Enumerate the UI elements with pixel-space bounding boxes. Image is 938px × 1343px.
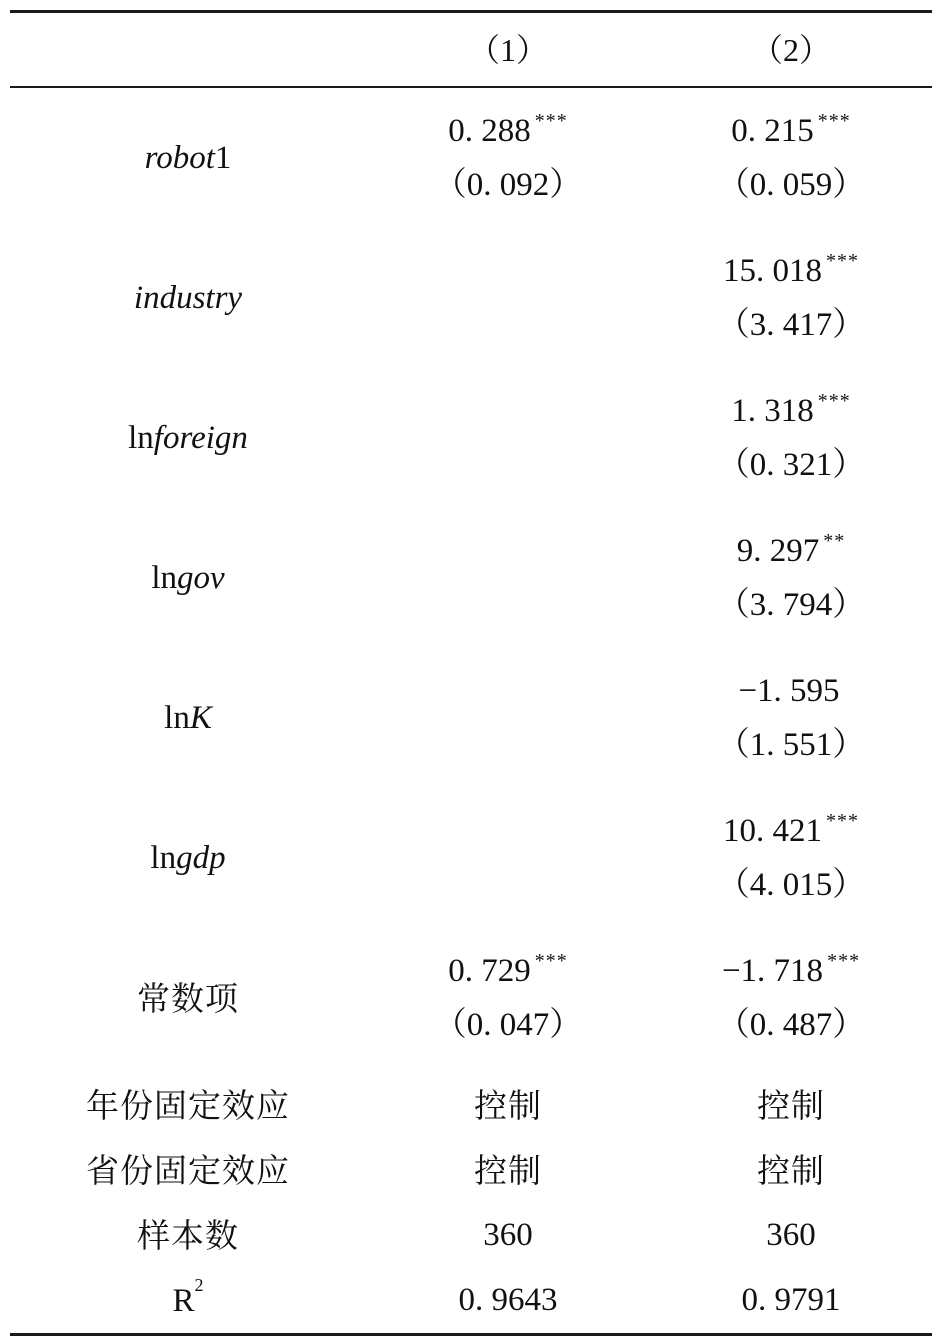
- r-squared-row: [10, 1268, 932, 1333]
- standard-error: （1. 551）: [716, 727, 866, 763]
- variable-row: [10, 648, 932, 788]
- col1-estimate: [366, 788, 650, 928]
- variable-label: lngdp: [150, 839, 226, 876]
- significance-stars: ***: [534, 950, 568, 972]
- coefficient: 0. 288: [448, 113, 531, 149]
- coefficient: 15. 018: [723, 253, 822, 289]
- col1-value: 0. 9643: [458, 1282, 558, 1318]
- col1-estimate: [366, 368, 650, 508]
- sample-size-row: [10, 1203, 932, 1268]
- fixed-effects-row: [10, 1138, 932, 1203]
- col1-value: 360: [483, 1217, 533, 1253]
- col2-estimate: [650, 368, 932, 508]
- coefficient: 9. 297: [736, 533, 820, 569]
- significance-stars: **: [823, 530, 846, 552]
- coefficient: −1. 595: [738, 673, 840, 709]
- col2-estimate: [650, 648, 932, 788]
- coefficient: 0. 729: [448, 953, 531, 989]
- col2-estimate: [650, 508, 932, 648]
- col2-estimate: [650, 88, 932, 228]
- significance-stars: ***: [534, 110, 568, 132]
- standard-error: （4. 015）: [716, 867, 866, 903]
- col2-value: 控制: [757, 1086, 825, 1125]
- header-row: [10, 14, 932, 86]
- coefficient: 10. 421: [723, 813, 822, 849]
- column-header-2: （2）: [750, 32, 831, 68]
- col2-value: 360: [766, 1217, 816, 1253]
- col2-estimate: [650, 228, 932, 368]
- standard-error: （3. 417）: [716, 307, 866, 343]
- variable-row: [10, 508, 932, 648]
- standard-error: （0. 321）: [716, 447, 866, 483]
- variable-row: [10, 928, 932, 1068]
- standard-error: （3. 794）: [716, 587, 866, 623]
- coefficient: −1. 718: [721, 953, 824, 989]
- significance-stars: ***: [817, 390, 851, 412]
- col2-value: 控制: [757, 1151, 825, 1190]
- coefficient: 0. 215: [731, 113, 814, 149]
- col1-estimate: [366, 508, 650, 648]
- row-label: $R^2$: [172, 1274, 204, 1319]
- variable-row: [10, 368, 932, 508]
- column-header-1: （1）: [467, 32, 548, 68]
- coefficient: 1. 318: [731, 393, 814, 429]
- row-label: 样本数: [137, 1216, 239, 1255]
- variable-label: lnforeign: [128, 419, 248, 456]
- regression-table: [10, 0, 932, 1343]
- fixed-effects-row: [10, 1073, 932, 1138]
- col2-estimate: [650, 928, 932, 1068]
- variable-label: industry: [133, 279, 243, 316]
- significance-stars: ***: [826, 250, 859, 272]
- standard-error: （0. 092）: [433, 167, 583, 203]
- significance-stars: ***: [827, 950, 861, 972]
- variable-label: 常数项: [137, 978, 239, 1018]
- variable-label: robot1: [144, 139, 232, 176]
- col2-value: 0. 9791: [741, 1282, 841, 1318]
- col1-estimate: [366, 228, 650, 368]
- standard-error: （0. 047）: [433, 1007, 583, 1043]
- col2-estimate: [650, 788, 932, 928]
- col1-value: 控制: [474, 1151, 542, 1190]
- col1-estimate: [366, 88, 650, 228]
- standard-error: （0. 059）: [716, 167, 866, 203]
- standard-error: （0. 487）: [716, 1007, 866, 1043]
- significance-stars: ***: [826, 810, 859, 832]
- variable-label: lngov: [151, 559, 225, 596]
- col1-estimate: [366, 648, 650, 788]
- variable-row: [10, 228, 932, 368]
- col1-value: 控制: [474, 1086, 542, 1125]
- col1-estimate: [366, 928, 650, 1068]
- row-label: 年份固定效应: [86, 1086, 290, 1125]
- variable-label: lnK: [164, 699, 212, 736]
- row-label: 省份固定效应: [86, 1151, 290, 1190]
- variable-row: [10, 788, 932, 928]
- variable-row: [10, 88, 932, 228]
- significance-stars: ***: [817, 110, 851, 132]
